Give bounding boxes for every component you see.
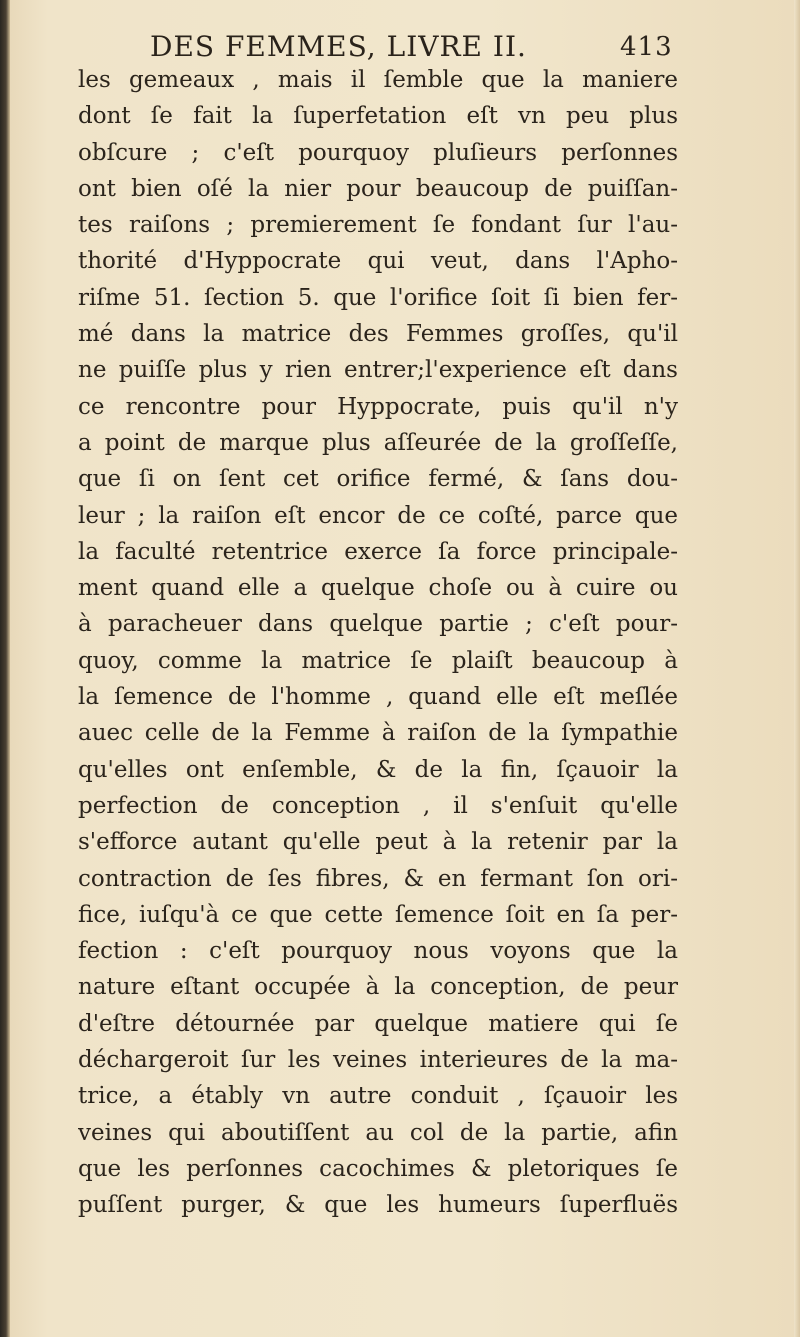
text-line: d'eſtre détournée par quelque matiere qui ſe <box>78 1010 678 1037</box>
text-line: veines qui aboutiſſent au col de la partie, afin <box>78 1119 678 1146</box>
page-number: 413 <box>620 32 673 62</box>
text-line: contraction de ſes fibres, & en fermant ſon ori- <box>78 865 678 892</box>
text-line: la ſemence de l'homme , quand elle eſt meſlée <box>78 684 678 711</box>
text-line: nature eſtant occupée à la conception, de peur <box>78 974 678 1001</box>
text-line: ne puiſſe plus y rien entrer;l'experience eſt dans <box>78 357 678 384</box>
body-text <box>78 62 678 1224</box>
text-line: quoy, comme la matrice ſe plaiſt beaucoup à <box>78 647 678 674</box>
text-line: trice, a étably vn autre conduit , ſçauoir les <box>78 1083 678 1110</box>
text-line: les gemeaux , mais il ſemble que la maniere <box>78 67 678 93</box>
text-line: qu'elles ont enſemble, & de la fin, ſçauoir la <box>78 756 678 783</box>
text-line: fice, iuſqu'à ce que cette ſemence ſoit en ſa per- <box>78 901 678 928</box>
page-edge <box>794 0 800 1337</box>
header-title: DES FEMMES, LIVRE II. <box>150 30 527 63</box>
text-line: à paracheuer dans quelque partie ; c'eſt pour- <box>78 611 678 638</box>
text-line: perfection de conception , il s'enſuit qu'elle <box>78 792 678 819</box>
text-line: a point de marque plus aſſeurée de la groſſeſſe, <box>78 429 678 456</box>
text-line: s'efforce autant qu'elle peut à la retenir par la <box>78 829 678 856</box>
text-line: dont ſe fait la ſuperfetation eſt vn peu plus <box>78 103 678 130</box>
text-line: que les perſonnes cacochimes & pletoriques ſe <box>78 1155 678 1182</box>
text-line: riſme 51. ſection 5. que l'orifice ſoit ſi bien fer- <box>78 284 678 311</box>
text-line: thorité d'Hyppocrate qui veut, dans l'Apho- <box>78 248 678 275</box>
text-line: mé dans la matrice des Femmes groſſes, qu'il <box>78 321 678 348</box>
text-line: auec celle de la Femme à raiſon de la ſympathie <box>78 720 678 747</box>
text-line: fection : c'eſt pourquoy nous voyons que la <box>78 938 678 965</box>
text-line: puſſent purger, & que les humeurs ſuperfluës <box>78 1192 678 1219</box>
text-line: leur ; la raiſon eſt encor de ce coſté, parce que <box>78 502 678 529</box>
text-line: ce rencontre pour Hyppocrate, puis qu'il n'y <box>78 393 678 420</box>
text-line: obſcure ; c'eſt pourquoy pluſieurs perſonnes <box>78 139 678 166</box>
text-line: que ſi on ſent cet orifice fermé, & ſans dou- <box>78 466 678 493</box>
text-line: tes raiſons ; premierement ſe fondant ſur l'au- <box>78 212 678 239</box>
text-line: déchargeroit ſur les veines interieures de la ma- <box>78 1047 678 1074</box>
text-line: ont bien oſé la nier pour beaucoup de puiſſan- <box>78 175 678 202</box>
text-line: ment quand elle a quelque choſe ou à cuire ou <box>78 575 678 602</box>
page-binding <box>0 0 10 1337</box>
text-line: la faculté retentrice exerce ſa force principale- <box>78 538 678 565</box>
